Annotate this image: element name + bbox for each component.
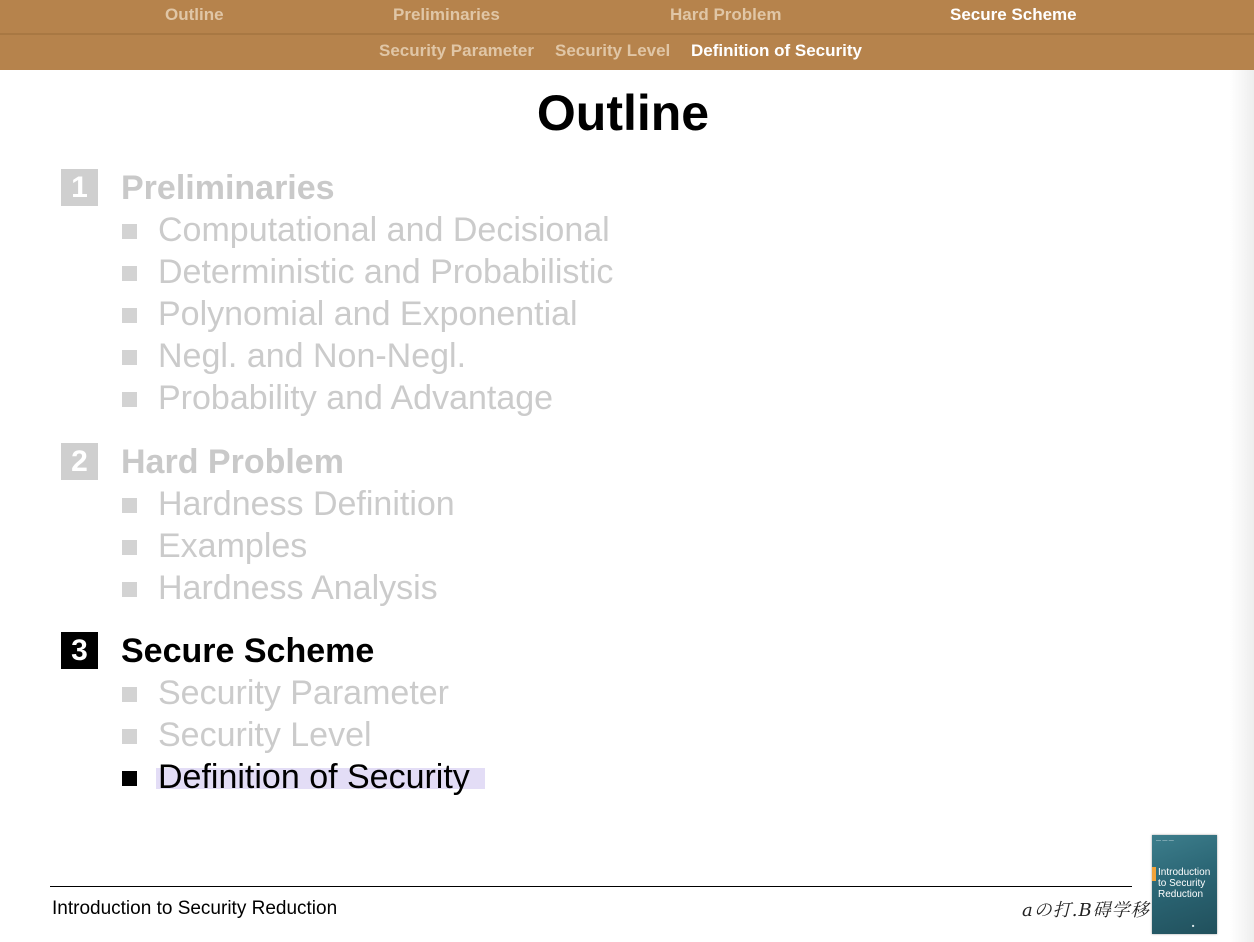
nav-subsection-definition-of-security[interactable]: Definition of Security [691, 41, 862, 60]
bullet-square-icon [122, 392, 137, 407]
section-number-badge-active: 3 [61, 632, 98, 669]
outline-item: Security Parameter [158, 674, 449, 712]
bullet-square-icon [122, 729, 137, 744]
nav-subsection-security-level[interactable]: Security Level [555, 41, 671, 60]
outline-item-active: Definition of Security [158, 758, 470, 796]
section-number-badge: 1 [61, 169, 98, 206]
section-nav [0, 0, 1254, 33]
publisher-logo-icon: ■ [1192, 923, 1195, 928]
bullet-square-icon [122, 687, 137, 702]
outline-item: Negl. and Non-Negl. [158, 337, 467, 375]
footer-rule [50, 886, 1132, 887]
section-number-badge: 2 [61, 443, 98, 480]
outline-item: Deterministic and Probabilistic [158, 253, 614, 291]
outline-item: Examples [158, 527, 308, 565]
outline-item: Computational and Decisional [158, 211, 610, 249]
footer-signature: aの打.B碍学移 [1022, 900, 1150, 921]
section-heading-hard-problem: Hard Problem [121, 443, 344, 481]
outline-item: Polynomial and Exponential [158, 295, 578, 333]
nav-section-preliminaries[interactable]: Preliminaries [393, 5, 500, 24]
bullet-square-icon [122, 224, 137, 239]
footer-title: Introduction to Security Reduction [52, 898, 338, 919]
nav-section-outline[interactable]: Outline [165, 5, 224, 24]
outline-item: Hardness Definition [158, 485, 455, 523]
page-edge-shadow [1230, 70, 1254, 942]
outline-item: Probability and Advantage [158, 379, 554, 417]
nav-section-secure-scheme[interactable]: Secure Scheme [950, 5, 1077, 24]
nav-subsection-security-parameter[interactable]: Security Parameter [379, 41, 534, 60]
subsection-nav [0, 35, 1254, 70]
section-heading-secure-scheme: Secure Scheme [121, 632, 375, 670]
book-cover-title: Introduction to Security Reduction [1158, 867, 1211, 900]
outline-item: Hardness Analysis [158, 569, 438, 607]
bullet-square-icon-active [122, 771, 137, 786]
slide-title: Outline [536, 85, 710, 141]
bullet-square-icon [122, 498, 137, 513]
outline-item: Security Level [158, 716, 372, 754]
nav-section-hard-problem[interactable]: Hard Problem [670, 5, 782, 24]
book-authors-text: — — — [1156, 838, 1174, 844]
bullet-square-icon [122, 582, 137, 597]
navigation-bar [0, 0, 1254, 70]
bullet-square-icon [122, 308, 137, 323]
book-cover-accent [1152, 867, 1156, 881]
section-heading-preliminaries: Preliminaries [121, 169, 335, 207]
book-cover-image [1152, 835, 1217, 934]
bullet-square-icon [122, 350, 137, 365]
bullet-square-icon [122, 266, 137, 281]
bullet-square-icon [122, 540, 137, 555]
